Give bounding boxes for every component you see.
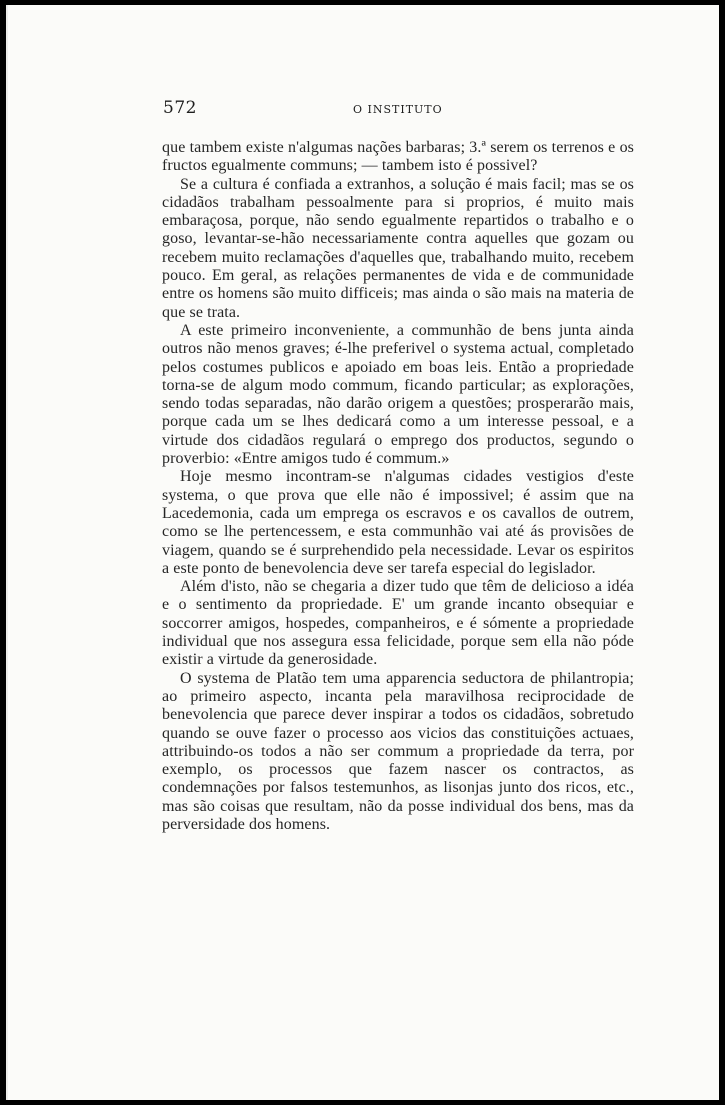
paragraph-1: que tambem existe n'algumas nações barbaras; 3.ª serem os terrenos e os fructos egualmente communs; — tambem isto é possivel? — [162, 139, 634, 175]
paragraph-3: A este primeiro inconveniente, a communhão de bens junta ainda outros não menos graves; é-lhe preferivel o systema actual, completado pelos costumes publicos e apoiado em boas leis. Então a propriedade torna-se de algum modo commum, ficando particular; as explorações, sendo todas separadas, não darão origem a questões; prosperarão mais, porque cada um se lhes dedicará como a um interesse pessoal, e a virtude dos cidadãos regulará o emprego dos productos, segundo o proverbio: «Entre amigos tudo é commum.» — [162, 321, 634, 468]
paragraph-5: Além d'isto, não se chegaria a dizer tudo que têm de delicioso a idéa e o sentimento da propriedade. E' um grande incanto obsequiar e soccorrer amigos, hospedes, companheiros, e é sómente a propriedade individual que nos assegura essa felicidade, porque sem ella não póde existir a virtude da generosidade. — [162, 578, 634, 669]
page-header — [163, 98, 633, 122]
paragraph-4: Hoje mesmo incontram-se n'algumas cidades vestigios d'este systema, o que prova que elle não é impossivel; é assim que na Lacedemonia, cada um emprega os escravos e os cavallos de outrem, como se lhe pertencessem, e esta communhão vai até ás provisões de viagem, quando se é surprehendido pela necessidade. Levar os espiritos a este ponto de benevolencia deve ser tarefa especial do legislador. — [162, 468, 634, 577]
book-page — [6, 5, 719, 1100]
paragraph-6: O systema de Platão tem uma apparencia seductora de philantropia; ao primeiro aspecto, incanta pela maravilhosa reciprocidade de benevolencia que parece dever inspirar a todos os cidadãos, sobretudo quando se ouve fazer o processo aos vicios das constituições actuaes, attribuindo-os todos a não ser commum a propriedade da terra, por exemplo, os processos que fazem nascer os contractos, as condemnações por falsos testemunhos, as lisonjas junto dos ricos, etc., mas são coisas que resultam, não da posse individual dos bens, mas da perversidade dos homens. — [162, 669, 634, 833]
body-text — [162, 139, 634, 834]
page-edge — [6, 5, 8, 1100]
running-title: O INSTITUTO — [353, 103, 443, 116]
page-number: 572 — [163, 98, 197, 118]
paragraph-2: Se a cultura é confiada a extranhos, a solução é mais facil; mas se os cidadãos trabalham pessoalmente para si proprios, é muito mais embaraçosa, porque, não sendo egualmente repartidos o trabalho e o goso, levantar-se-hão necessariamente contra aquelles que gozam ou recebem muito reclamações d'aquelles que, trabalhando muito, recebem pouco. Em geral, as relações permanentes de vida e de communidade entre os homens são muito difficeis; mas ainda o são mais na materia de que se trata. — [162, 175, 634, 321]
